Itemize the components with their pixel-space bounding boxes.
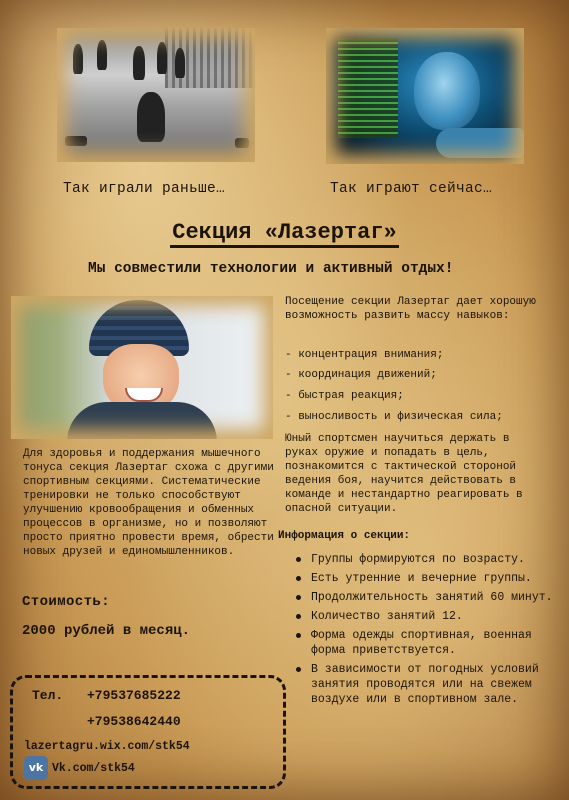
- phone-number-1[interactable]: +79537685222: [87, 688, 181, 703]
- skills-outcome-text: Юный спортсмен научиться держать в руках оружие и попадать в цель, познакомится с тактической стороной ведения боя, научится действовать в команде и нестандартно реагировать в опасной ситуации.: [285, 433, 523, 515]
- subtitle: Мы совместили технологии и активный отдых!: [88, 261, 454, 277]
- vk-logo-icon: vk: [24, 756, 48, 780]
- page-title: [0, 220, 569, 245]
- caption-then: Так играли раньше…: [63, 181, 226, 197]
- phone-label: Тел.: [32, 688, 64, 703]
- caption-now: Так играют сейчас…: [330, 181, 493, 197]
- photo-kids-playing-then: [57, 28, 255, 162]
- phone-number-2[interactable]: +79538642440: [87, 714, 181, 729]
- photo-kid-at-computer-now: [326, 28, 524, 164]
- vk-link[interactable]: Vk.com/stk54: [52, 762, 135, 775]
- skill-item: - выносливость и физическая сила;: [285, 411, 503, 423]
- skill-item: - быстрая реакция;: [285, 390, 404, 402]
- photo-girl-winter-hat: [11, 296, 273, 439]
- skills-intro: Посещение секции Лазертаг дает хорошую возможность развить массу навыков:: [285, 296, 536, 322]
- price-value: 2000 рублей в месяц.: [22, 623, 191, 639]
- website-link[interactable]: lazertagru.wix.com/stk54: [24, 740, 190, 753]
- info-item: Продолжительность занятий 60 минут.: [290, 590, 558, 605]
- info-item: В зависимости от погодных условий занятия проводятся или на свежем воздухе или в спортивном зале.: [290, 662, 558, 707]
- skill-item: - координация движений;: [285, 369, 437, 381]
- health-benefits-text: Для здоровья и поддержания мышечного тонуса секция Лазертаг схожа с другими спортивным секциями. Систематические тренировки не только способствуют улучшению кровообращения и обменных процессов в организме, но и позволяют просто приятно провести время, обрести новых друзей и единомышленников.: [23, 448, 274, 558]
- info-list: [290, 552, 558, 711]
- price-label: Стоимость:: [22, 594, 111, 610]
- info-title: Информация о секции:: [278, 530, 411, 542]
- info-item: Группы формируются по возрасту.: [290, 552, 558, 567]
- info-item: Форма одежды спортивная, военная форма приветствуется.: [290, 628, 558, 658]
- page-title-text: Секция «Лазертаг»: [170, 220, 398, 248]
- skill-item: - концентрация внимания;: [285, 349, 444, 361]
- info-item: Количество занятий 12.: [290, 609, 558, 624]
- info-item: Есть утренние и вечерние группы.: [290, 571, 558, 586]
